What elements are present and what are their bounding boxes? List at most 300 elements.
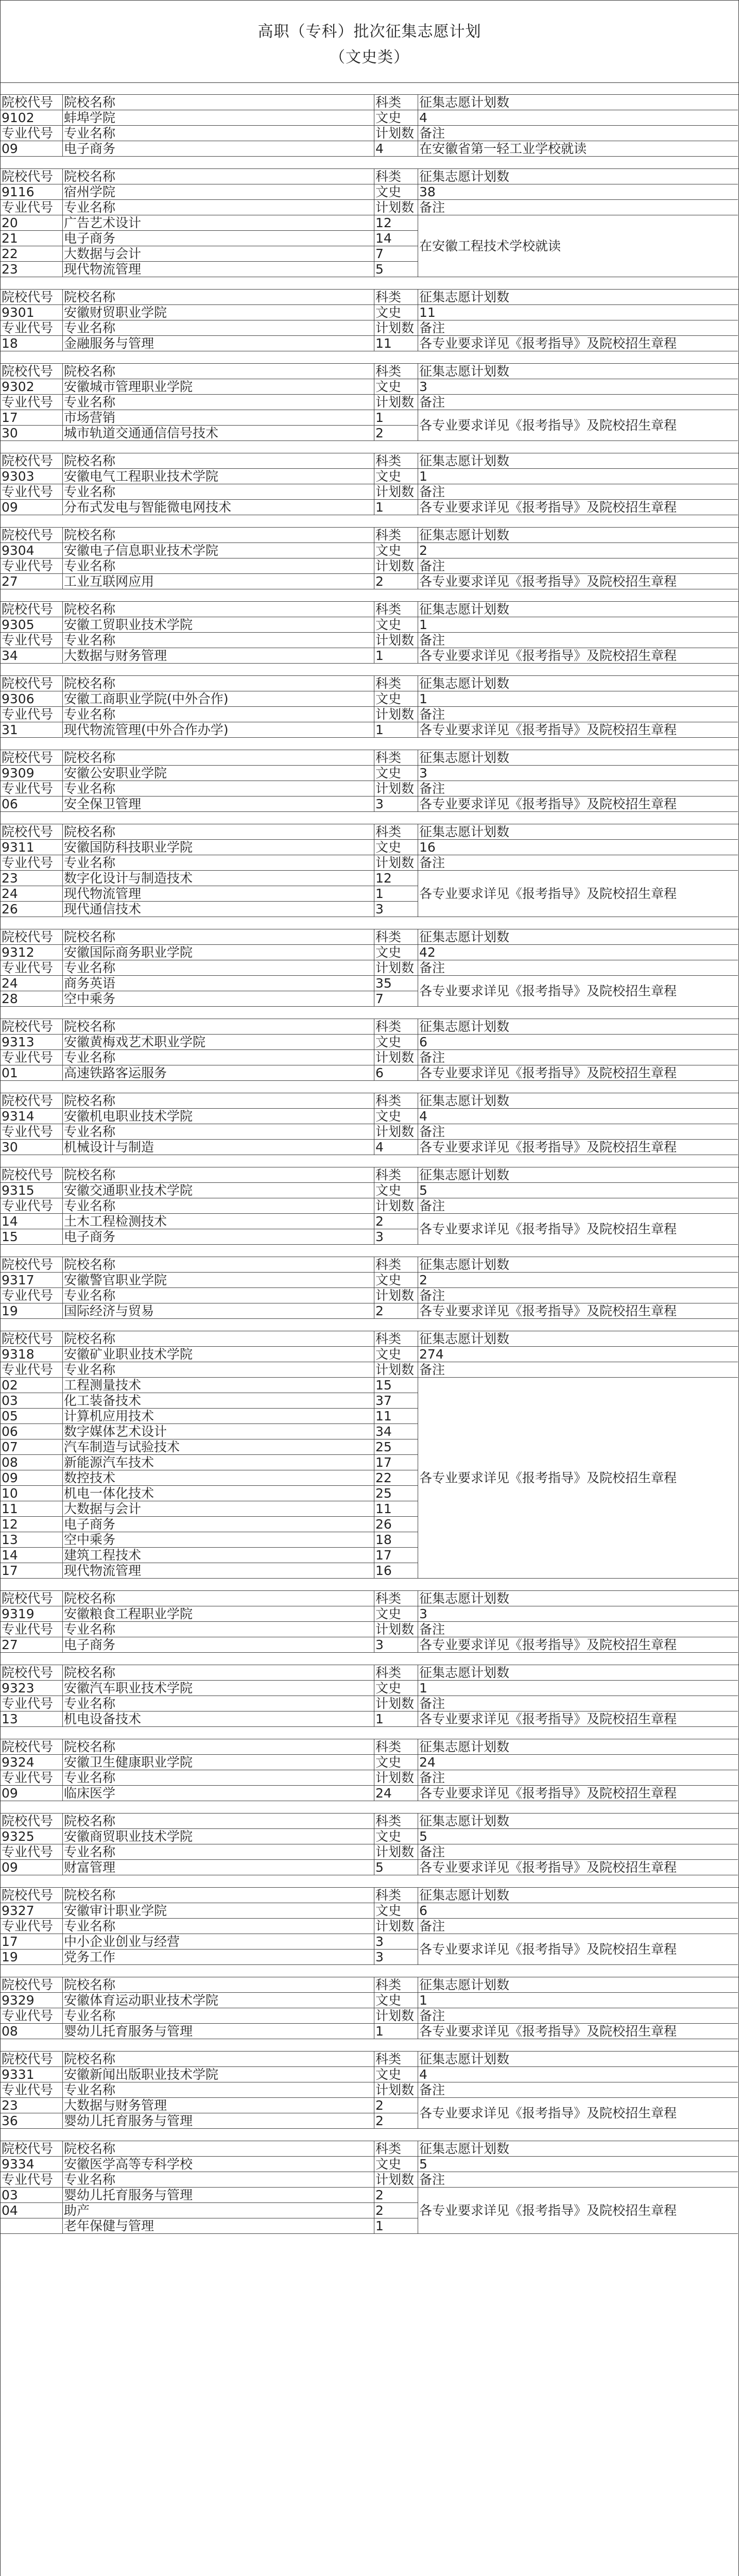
header-major-code: 专业代号 bbox=[1, 1124, 62, 1140]
major-name: 汽车制造与试验技术 bbox=[62, 1439, 374, 1455]
major-header-row bbox=[1, 2082, 738, 2098]
header-count: 计划数 bbox=[374, 633, 418, 648]
major-name: 助产 bbox=[62, 2203, 374, 2218]
header-school-name: 院校名称 bbox=[62, 528, 374, 543]
major-name: 婴幼儿托育服务与管理 bbox=[62, 2188, 374, 2203]
document-title: 高职（专科）批次征集志愿计划 bbox=[257, 23, 482, 41]
major-count: 5 bbox=[374, 262, 418, 277]
school-type: 文史 bbox=[374, 1109, 418, 1124]
major-code: 27 bbox=[1, 574, 62, 589]
major-code: 36 bbox=[1, 2113, 62, 2129]
school-name: 安徽工贸职业技术学院 bbox=[62, 617, 374, 633]
school-remark: 各专业要求详见《报考指导》及院校招生章程 bbox=[418, 500, 738, 515]
school-remark: 各专业要求详见《报考指导》及院校招生章程 bbox=[418, 1637, 738, 1653]
school-header-row bbox=[1, 602, 738, 617]
header-count: 计划数 bbox=[374, 1050, 418, 1065]
header-type: 科类 bbox=[374, 2141, 418, 2157]
major-count: 1 bbox=[374, 500, 418, 515]
major-name: 电子商务 bbox=[62, 1229, 374, 1245]
major-count: 1 bbox=[374, 886, 418, 902]
header-type: 科类 bbox=[374, 1257, 418, 1273]
header-major-name: 专业名称 bbox=[62, 960, 374, 976]
header-remark: 备注 bbox=[418, 1050, 738, 1065]
school-plan-total: 3 bbox=[418, 766, 738, 781]
school-code: 9314 bbox=[1, 1109, 62, 1124]
header-school-name: 院校名称 bbox=[62, 1167, 374, 1183]
major-count: 17 bbox=[374, 1455, 418, 1470]
school-plan-total: 4 bbox=[418, 110, 738, 126]
header-type: 科类 bbox=[374, 1331, 418, 1347]
school-row bbox=[1, 1993, 738, 2008]
major-name: 工程测量技术 bbox=[62, 1378, 374, 1393]
header-major-code: 专业代号 bbox=[1, 484, 62, 500]
school-remark: 各专业要求详见《报考指导》及院校招生章程 bbox=[418, 871, 738, 917]
header-school-code: 院校代号 bbox=[1, 1977, 62, 1993]
major-code: 27 bbox=[1, 1637, 62, 1653]
major-code: 06 bbox=[1, 796, 62, 812]
header-type: 科类 bbox=[374, 169, 418, 184]
header-remark: 备注 bbox=[418, 320, 738, 336]
header-school-code: 院校代号 bbox=[1, 1888, 62, 1903]
document-subtitle: （文史类） bbox=[330, 48, 409, 66]
school-plan-total: 11 bbox=[418, 305, 738, 320]
major-header-row bbox=[1, 1770, 738, 1786]
major-name: 土木工程检测技术 bbox=[62, 1214, 374, 1229]
header-remark: 备注 bbox=[418, 2008, 738, 2024]
header-plan: 征集志愿计划数 bbox=[418, 1591, 738, 1606]
school-type: 文史 bbox=[374, 1183, 418, 1198]
major-count: 12 bbox=[374, 215, 418, 231]
major-name: 电子商务 bbox=[62, 1637, 374, 1653]
school-name: 安徽汽车职业技术学院 bbox=[62, 1681, 374, 1696]
major-header-row bbox=[1, 1622, 738, 1637]
major-count: 6 bbox=[374, 1065, 418, 1081]
header-major-name: 专业名称 bbox=[62, 1770, 374, 1786]
major-header-row bbox=[1, 1696, 738, 1711]
major-header-row bbox=[1, 633, 738, 648]
major-code: 18 bbox=[1, 336, 62, 351]
school-row bbox=[1, 379, 738, 395]
header-school-name: 院校名称 bbox=[62, 1888, 374, 1903]
header-count: 计划数 bbox=[374, 126, 418, 141]
major-count: 1 bbox=[374, 648, 418, 664]
header-school-code: 院校代号 bbox=[1, 2141, 62, 2157]
header-major-name: 专业名称 bbox=[62, 1696, 374, 1711]
header-school-name: 院校名称 bbox=[62, 1257, 374, 1273]
header-remark: 备注 bbox=[418, 1844, 738, 1860]
major-code: 23 bbox=[1, 262, 62, 277]
school-name: 安徽新闻出版职业技术学院 bbox=[62, 2067, 374, 2082]
school-row bbox=[1, 1681, 738, 1696]
major-code: 09 bbox=[1, 1786, 62, 1801]
header-school-code: 院校代号 bbox=[1, 1093, 62, 1109]
major-name: 城市轨道交通通信信号技术 bbox=[62, 426, 374, 441]
header-remark: 备注 bbox=[418, 1124, 738, 1140]
header-major-name: 专业名称 bbox=[62, 855, 374, 871]
header-school-code: 院校代号 bbox=[1, 1665, 62, 1681]
header-plan: 征集志愿计划数 bbox=[418, 2141, 738, 2157]
major-count: 22 bbox=[374, 1470, 418, 1486]
header-remark: 备注 bbox=[418, 1198, 738, 1214]
school-plan-total: 4 bbox=[418, 2067, 738, 2082]
school-plan-total: 42 bbox=[418, 945, 738, 960]
header-count: 计划数 bbox=[374, 707, 418, 722]
header-remark: 备注 bbox=[418, 707, 738, 722]
major-header-row bbox=[1, 558, 738, 574]
header-type: 科类 bbox=[374, 676, 418, 691]
header-school-code: 院校代号 bbox=[1, 290, 62, 305]
header-major-code: 专业代号 bbox=[1, 395, 62, 410]
school-row bbox=[1, 2157, 738, 2172]
school-header-row bbox=[1, 1331, 738, 1347]
school-row bbox=[1, 1109, 738, 1124]
header-major-name: 专业名称 bbox=[62, 707, 374, 722]
major-name: 空中乘务 bbox=[62, 991, 374, 1007]
header-major-name: 专业名称 bbox=[62, 1124, 374, 1140]
school-name: 安徽财贸职业学院 bbox=[62, 305, 374, 320]
school-row bbox=[1, 305, 738, 320]
school-name: 安徽机电职业技术学院 bbox=[62, 1109, 374, 1124]
major-count: 11 bbox=[374, 336, 418, 351]
header-plan: 征集志愿计划数 bbox=[418, 1814, 738, 1829]
school-row bbox=[1, 469, 738, 484]
header-major-code: 专业代号 bbox=[1, 558, 62, 574]
major-count: 24 bbox=[374, 1786, 418, 1801]
major-count: 2 bbox=[374, 426, 418, 441]
school-type: 文史 bbox=[374, 945, 418, 960]
major-name: 分布式发电与智能微电网技术 bbox=[62, 500, 374, 515]
school-plan-total: 38 bbox=[418, 184, 738, 200]
school-type: 文史 bbox=[374, 1273, 418, 1288]
school-name: 安徽电气工程职业技术学院 bbox=[62, 469, 374, 484]
header-count: 计划数 bbox=[374, 1124, 418, 1140]
header-plan: 征集志愿计划数 bbox=[418, 1739, 738, 1755]
major-name: 大数据与会计 bbox=[62, 246, 374, 262]
major-name: 市场营销 bbox=[62, 410, 374, 426]
major-name: 机电一体化技术 bbox=[62, 1486, 374, 1501]
major-count: 2 bbox=[374, 2113, 418, 2129]
school-type: 文史 bbox=[374, 1347, 418, 1362]
major-code: 30 bbox=[1, 426, 62, 441]
header-plan: 征集志愿计划数 bbox=[418, 453, 738, 469]
school-type: 文史 bbox=[374, 184, 418, 200]
header-major-name: 专业名称 bbox=[62, 126, 374, 141]
header-count: 计划数 bbox=[374, 1770, 418, 1786]
school-code: 9325 bbox=[1, 1829, 62, 1844]
school-type: 文史 bbox=[374, 1993, 418, 2008]
header-major-name: 专业名称 bbox=[62, 320, 374, 336]
major-header-row bbox=[1, 1124, 738, 1140]
major-name: 金融服务与管理 bbox=[62, 336, 374, 351]
major-name: 中小企业创业与经营 bbox=[62, 1934, 374, 1950]
major-code: 13 bbox=[1, 1532, 62, 1548]
major-name: 临床医学 bbox=[62, 1786, 374, 1801]
header-remark: 备注 bbox=[418, 855, 738, 871]
header-school-code: 院校代号 bbox=[1, 1739, 62, 1755]
school-remark: 各专业要求详见《报考指导》及院校招生章程 bbox=[418, 1214, 738, 1245]
major-name: 大数据与会计 bbox=[62, 1501, 374, 1517]
school-remark: 各专业要求详见《报考指导》及院校招生章程 bbox=[418, 1860, 738, 1875]
header-major-code: 专业代号 bbox=[1, 126, 62, 141]
header-school-code: 院校代号 bbox=[1, 2052, 62, 2067]
major-code: 14 bbox=[1, 1214, 62, 1229]
header-school-code: 院校代号 bbox=[1, 453, 62, 469]
school-header-row bbox=[1, 1888, 738, 1903]
school-code: 9334 bbox=[1, 2157, 62, 2172]
school-row bbox=[1, 1347, 738, 1362]
header-major-code: 专业代号 bbox=[1, 1288, 62, 1303]
major-code: 14 bbox=[1, 1548, 62, 1563]
major-name: 商务英语 bbox=[62, 976, 374, 991]
school-remark: 各专业要求详见《报考指导》及院校招生章程 bbox=[418, 722, 738, 738]
school-code: 9313 bbox=[1, 1035, 62, 1050]
header-count: 计划数 bbox=[374, 1288, 418, 1303]
header-remark: 备注 bbox=[418, 1770, 738, 1786]
major-name: 广告艺术设计 bbox=[62, 215, 374, 231]
major-count: 3 bbox=[374, 1950, 418, 1965]
school-name: 安徽城市管理职业学院 bbox=[62, 379, 374, 395]
school-name: 安徽体育运动职业技术学院 bbox=[62, 1993, 374, 2008]
major-code: 03 bbox=[1, 2188, 62, 2203]
header-plan: 征集志愿计划数 bbox=[418, 1665, 738, 1681]
major-code: 28 bbox=[1, 991, 62, 1007]
major-count: 18 bbox=[374, 1532, 418, 1548]
major-name: 化工装备技术 bbox=[62, 1393, 374, 1409]
header-remark: 备注 bbox=[418, 1919, 738, 1934]
school-name: 安徽交通职业技术学院 bbox=[62, 1183, 374, 1198]
school-type: 文史 bbox=[374, 2067, 418, 2082]
school-header-row bbox=[1, 1739, 738, 1755]
header-remark: 备注 bbox=[418, 484, 738, 500]
header-major-name: 专业名称 bbox=[62, 2008, 374, 2024]
school-row bbox=[1, 945, 738, 960]
school-row bbox=[1, 1903, 738, 1919]
header-school-name: 院校名称 bbox=[62, 1739, 374, 1755]
header-remark: 备注 bbox=[418, 960, 738, 976]
major-count: 7 bbox=[374, 246, 418, 262]
header-plan: 征集志愿计划数 bbox=[418, 929, 738, 945]
header-major-name: 专业名称 bbox=[62, 1050, 374, 1065]
header-school-name: 院校名称 bbox=[62, 95, 374, 110]
major-code: 06 bbox=[1, 1424, 62, 1439]
header-remark: 备注 bbox=[418, 2082, 738, 2098]
school-remark: 各专业要求详见《报考指导》及院校招生章程 bbox=[418, 1378, 738, 1579]
header-major-name: 专业名称 bbox=[62, 1362, 374, 1378]
major-count: 17 bbox=[374, 1548, 418, 1563]
header-count: 计划数 bbox=[374, 2172, 418, 2188]
header-plan: 征集志愿计划数 bbox=[418, 824, 738, 840]
school-name: 安徽黄梅戏艺术职业学院 bbox=[62, 1035, 374, 1050]
header-type: 科类 bbox=[374, 1977, 418, 1993]
school-code: 9315 bbox=[1, 1183, 62, 1198]
school-header-row bbox=[1, 1814, 738, 1829]
school-code: 9116 bbox=[1, 184, 62, 200]
major-count: 14 bbox=[374, 231, 418, 246]
major-count: 2 bbox=[374, 1303, 418, 1319]
header-major-code: 专业代号 bbox=[1, 2008, 62, 2024]
header-school-name: 院校名称 bbox=[62, 1331, 374, 1347]
school-name: 安徽公安职业学院 bbox=[62, 766, 374, 781]
school-row bbox=[1, 1273, 738, 1288]
major-code: 19 bbox=[1, 1303, 62, 1319]
school-remark: 各专业要求详见《报考指导》及院校招生章程 bbox=[418, 2188, 738, 2234]
school-plan-total: 3 bbox=[418, 1606, 738, 1622]
major-header-row bbox=[1, 2008, 738, 2024]
header-type: 科类 bbox=[374, 929, 418, 945]
header-major-code: 专业代号 bbox=[1, 1919, 62, 1934]
major-header-row bbox=[1, 484, 738, 500]
school-plan-total: 24 bbox=[418, 1755, 738, 1770]
school-code: 9319 bbox=[1, 1606, 62, 1622]
major-name: 高速铁路客运服务 bbox=[62, 1065, 374, 1081]
header-type: 科类 bbox=[374, 1888, 418, 1903]
school-code: 9324 bbox=[1, 1755, 62, 1770]
header-plan: 征集志愿计划数 bbox=[418, 1167, 738, 1183]
major-count: 2 bbox=[374, 574, 418, 589]
header-school-code: 院校代号 bbox=[1, 1167, 62, 1183]
header-remark: 备注 bbox=[418, 633, 738, 648]
header-major-name: 专业名称 bbox=[62, 1844, 374, 1860]
school-row bbox=[1, 1183, 738, 1198]
school-code: 9304 bbox=[1, 543, 62, 558]
header-remark: 备注 bbox=[418, 781, 738, 796]
header-school-name: 院校名称 bbox=[62, 453, 374, 469]
header-count: 计划数 bbox=[374, 1919, 418, 1934]
school-name: 安徽卫生健康职业学院 bbox=[62, 1755, 374, 1770]
header-count: 计划数 bbox=[374, 855, 418, 871]
header-count: 计划数 bbox=[374, 558, 418, 574]
major-header-row bbox=[1, 960, 738, 976]
header-plan: 征集志愿计划数 bbox=[418, 750, 738, 766]
school-plan-total: 1 bbox=[418, 469, 738, 484]
school-header-row bbox=[1, 1977, 738, 1993]
major-header-row bbox=[1, 200, 738, 215]
header-major-name: 专业名称 bbox=[62, 1622, 374, 1637]
major-name: 电子商务 bbox=[62, 231, 374, 246]
school-type: 文史 bbox=[374, 2157, 418, 2172]
major-code: 09 bbox=[1, 1470, 62, 1486]
header-remark: 备注 bbox=[418, 2172, 738, 2188]
header-type: 科类 bbox=[374, 364, 418, 379]
major-count: 1 bbox=[374, 2024, 418, 2039]
school-remark: 各专业要求详见《报考指导》及院校招生章程 bbox=[418, 574, 738, 589]
school-name: 安徽矿业职业技术学院 bbox=[62, 1347, 374, 1362]
major-header-row bbox=[1, 781, 738, 796]
school-code: 9102 bbox=[1, 110, 62, 126]
school-plan-total: 6 bbox=[418, 1903, 738, 1919]
header-count: 计划数 bbox=[374, 781, 418, 796]
school-remark: 各专业要求详见《报考指导》及院校招生章程 bbox=[418, 336, 738, 351]
header-plan: 征集志愿计划数 bbox=[418, 676, 738, 691]
major-code: 19 bbox=[1, 1950, 62, 1965]
school-type: 文史 bbox=[374, 1903, 418, 1919]
major-code: 17 bbox=[1, 410, 62, 426]
major-count: 1 bbox=[374, 722, 418, 738]
header-plan: 征集志愿计划数 bbox=[418, 364, 738, 379]
major-name: 现代物流管理 bbox=[62, 1563, 374, 1579]
major-code: 17 bbox=[1, 1563, 62, 1579]
school-plan-total: 5 bbox=[418, 1183, 738, 1198]
major-count: 11 bbox=[374, 1501, 418, 1517]
header-school-name: 院校名称 bbox=[62, 676, 374, 691]
header-count: 计划数 bbox=[374, 200, 418, 215]
header-major-code: 专业代号 bbox=[1, 855, 62, 871]
major-code: 22 bbox=[1, 246, 62, 262]
school-header-row bbox=[1, 1167, 738, 1183]
header-plan: 征集志愿计划数 bbox=[418, 602, 738, 617]
major-count: 1 bbox=[374, 2218, 418, 2234]
major-count: 1 bbox=[374, 410, 418, 426]
school-row bbox=[1, 1755, 738, 1770]
header-major-code: 专业代号 bbox=[1, 1770, 62, 1786]
header-remark: 备注 bbox=[418, 395, 738, 410]
major-header-row bbox=[1, 855, 738, 871]
header-major-code: 专业代号 bbox=[1, 1844, 62, 1860]
header-count: 计划数 bbox=[374, 1696, 418, 1711]
header-type: 科类 bbox=[374, 1591, 418, 1606]
header-plan: 征集志愿计划数 bbox=[418, 1093, 738, 1109]
school-type: 文史 bbox=[374, 691, 418, 707]
school-header-row bbox=[1, 1591, 738, 1606]
school-plan-total: 3 bbox=[418, 379, 738, 395]
school-type: 文史 bbox=[374, 543, 418, 558]
header-plan: 征集志愿计划数 bbox=[418, 95, 738, 110]
major-code: 08 bbox=[1, 2024, 62, 2039]
school-plan-total: 1 bbox=[418, 691, 738, 707]
school-code: 9318 bbox=[1, 1347, 62, 1362]
major-count: 5 bbox=[374, 1860, 418, 1875]
header-type: 科类 bbox=[374, 2052, 418, 2067]
header-remark: 备注 bbox=[418, 1622, 738, 1637]
header-type: 科类 bbox=[374, 1739, 418, 1755]
header-remark: 备注 bbox=[418, 558, 738, 574]
school-remark: 各专业要求详见《报考指导》及院校招生章程 bbox=[418, 796, 738, 812]
major-count: 35 bbox=[374, 976, 418, 991]
major-count: 7 bbox=[374, 991, 418, 1007]
header-plan: 征集志愿计划数 bbox=[418, 290, 738, 305]
header-type: 科类 bbox=[374, 1814, 418, 1829]
school-row bbox=[1, 2067, 738, 2082]
header-type: 科类 bbox=[374, 750, 418, 766]
major-header-row bbox=[1, 1844, 738, 1860]
school-type: 文史 bbox=[374, 840, 418, 855]
major-count: 2 bbox=[374, 2098, 418, 2113]
major-header-row bbox=[1, 395, 738, 410]
major-code: 24 bbox=[1, 976, 62, 991]
major-code: 23 bbox=[1, 2098, 62, 2113]
major-code: 03 bbox=[1, 1393, 62, 1409]
major-count: 3 bbox=[374, 1637, 418, 1653]
header-school-name: 院校名称 bbox=[62, 602, 374, 617]
header-school-code: 院校代号 bbox=[1, 824, 62, 840]
major-header-row bbox=[1, 320, 738, 336]
school-remark: 各专业要求详见《报考指导》及院校招生章程 bbox=[418, 1065, 738, 1081]
header-count: 计划数 bbox=[374, 960, 418, 976]
major-count: 25 bbox=[374, 1486, 418, 1501]
school-code: 9309 bbox=[1, 766, 62, 781]
school-row bbox=[1, 1606, 738, 1622]
header-plan: 征集志愿计划数 bbox=[418, 1019, 738, 1035]
major-count: 3 bbox=[374, 796, 418, 812]
school-plan-total: 1 bbox=[418, 617, 738, 633]
header-major-name: 专业名称 bbox=[62, 2082, 374, 2098]
header-type: 科类 bbox=[374, 1019, 418, 1035]
school-header-row bbox=[1, 1093, 738, 1109]
header-school-code: 院校代号 bbox=[1, 750, 62, 766]
school-code: 9329 bbox=[1, 1993, 62, 2008]
header-count: 计划数 bbox=[374, 320, 418, 336]
major-code: 15 bbox=[1, 1229, 62, 1245]
